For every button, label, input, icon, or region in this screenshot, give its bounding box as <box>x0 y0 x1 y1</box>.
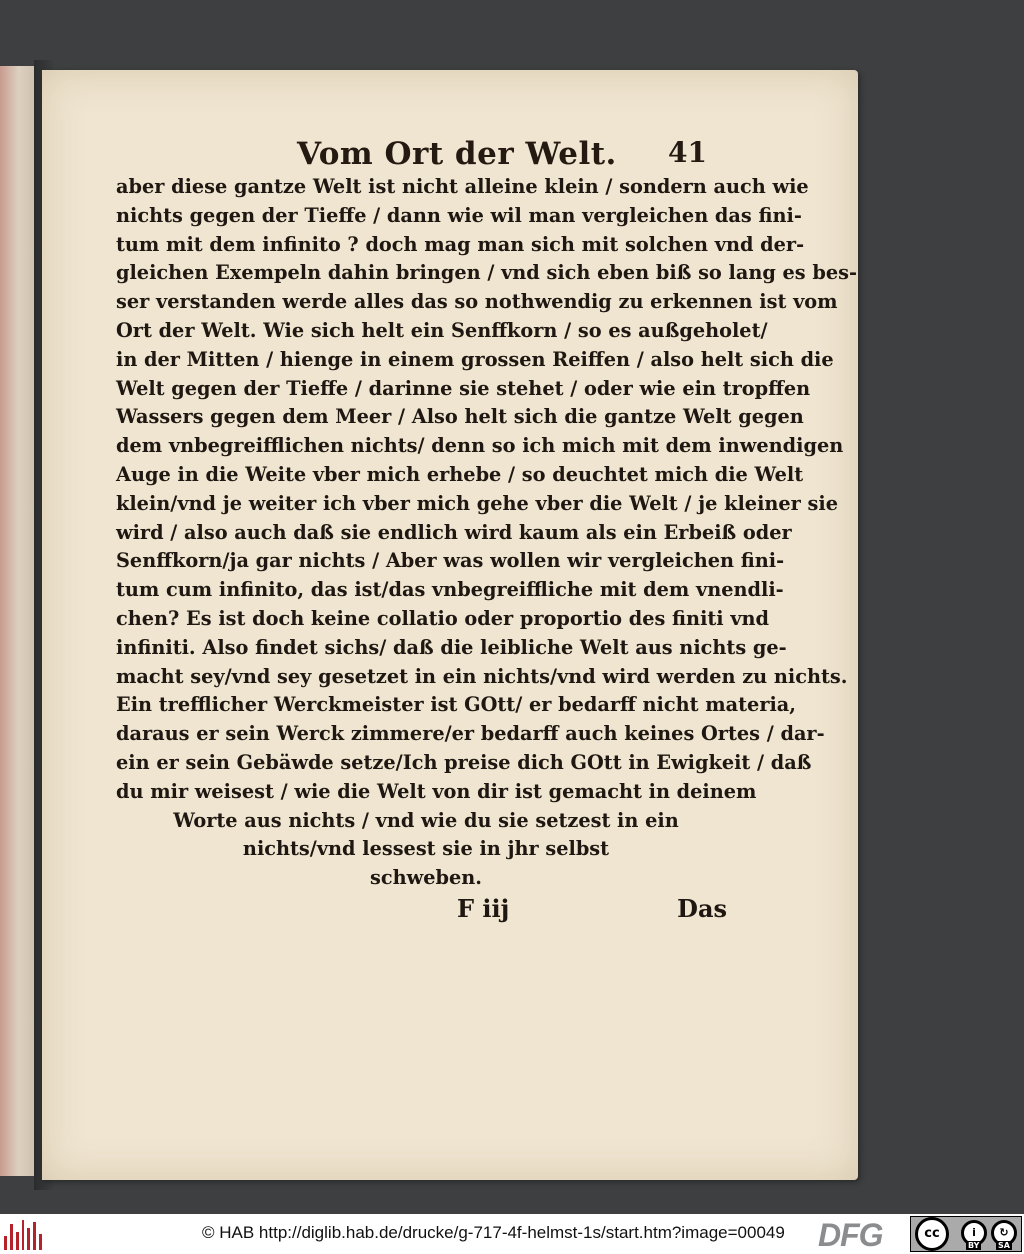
catchline <box>457 894 727 928</box>
text-line: nichts/vnd lessest sie in jhr selbst <box>242 837 610 861</box>
text-line: chen? Es ist doch keine collatio oder proportio des finiti vnd <box>116 606 770 630</box>
text-line: in der Mitten / hienge in einem grossen Reiffen / also helt sich die <box>116 347 834 371</box>
hab-logo-icon[interactable] <box>4 1218 42 1250</box>
text-line: ein er sein Gebäwde setze/Ich preise dich GOtt in Ewigkeit / daß <box>116 750 812 774</box>
text-line: klein/vnd je weiter ich vber mich gehe vber die Welt / je kleiner sie <box>116 491 839 515</box>
text-line: nichts gegen der Tieffe / dann wie wil man vergleichen das fini- <box>116 203 802 227</box>
text-line: tum cum infinito, das ist/das vnbegreiffliche mit dem vnendli- <box>116 578 784 602</box>
text-line: Auge in die Weite vber mich erhebe / so deuchtet mich die Welt <box>116 462 804 486</box>
attribution-icon: i <box>961 1220 987 1246</box>
catchword: Das <box>677 894 727 923</box>
dfg-logo[interactable]: DFG <box>818 1217 883 1253</box>
text-line: schweben. <box>370 866 482 890</box>
cc-license-badge[interactable] <box>910 1216 1022 1252</box>
signature-mark: F iij <box>457 894 510 923</box>
text-line: Senffkorn/ja gar nichts / Aber was wollen wir vergleichen fini- <box>116 549 785 573</box>
text-line: Ort der Welt. Wie sich helt ein Senffkorn / so es außgeholet/ <box>116 318 768 342</box>
text-line: gleichen Exempeln dahin bringen / vnd sich eben biß so lang es bes- <box>116 261 857 285</box>
text-line: infiniti. Also findet sichs/ daß die leibliche Welt aus nichts ge- <box>116 635 787 659</box>
text-line: Welt gegen der Tieffe / darinne sie stehet / oder wie ein tropffen <box>116 376 811 400</box>
text-line: daraus er sein Werck zimmere/er bedarff auch keines Ortes / dar- <box>116 722 825 746</box>
text-line: ser verstanden werde alles das so nothwendig zu erkennen ist vom <box>116 290 838 314</box>
body-text <box>116 173 857 893</box>
text-line: dem vnbegreifflichen nichts/ denn so ich mich mit dem inwendigen <box>116 434 844 458</box>
source-link[interactable]: © HAB http://diglib.hab.de/drucke/g-717-4f-helmst-1s/start.htm?image=00049 <box>202 1223 785 1242</box>
text-line: macht sey/vnd sey gesetzet in ein nichts/vnd wird werden zu nichts. <box>116 664 848 688</box>
running-title: Vom Ort der Welt. <box>297 136 617 172</box>
text-line: aber diese gantze Welt ist nicht alleine klein / sondern auch wie <box>116 175 809 198</box>
text-line: du mir weisest / wie die Welt von dir ist gemacht in deinem <box>116 779 757 803</box>
text-line: Wassers gegen dem Meer / Also helt sich die gantze Welt gegen <box>116 405 804 429</box>
left-page-edge <box>0 66 34 1176</box>
text-line: Ein trefflicher Werckmeister ist GOtt/ er bedarff nicht materia, <box>116 693 797 717</box>
text-line: wird / also auch daß sie endlich wird kaum als ein Erbeiß oder <box>116 520 792 544</box>
share-alike-icon: ↻ <box>991 1220 1017 1246</box>
footer-bar <box>0 1214 1024 1254</box>
creative-commons-icon: cc <box>915 1217 949 1251</box>
cc-by-label: BY <box>968 1241 980 1250</box>
text-line: tum mit dem infinito ? doch mag man sich mit solchen vnd der- <box>116 232 805 256</box>
text-line: Worte aus nichts / vnd wie du sie setzest in ein <box>173 808 679 832</box>
book-page <box>42 70 858 1180</box>
cc-sa-label: SA <box>998 1241 1010 1250</box>
page-number: 41 <box>668 136 707 169</box>
